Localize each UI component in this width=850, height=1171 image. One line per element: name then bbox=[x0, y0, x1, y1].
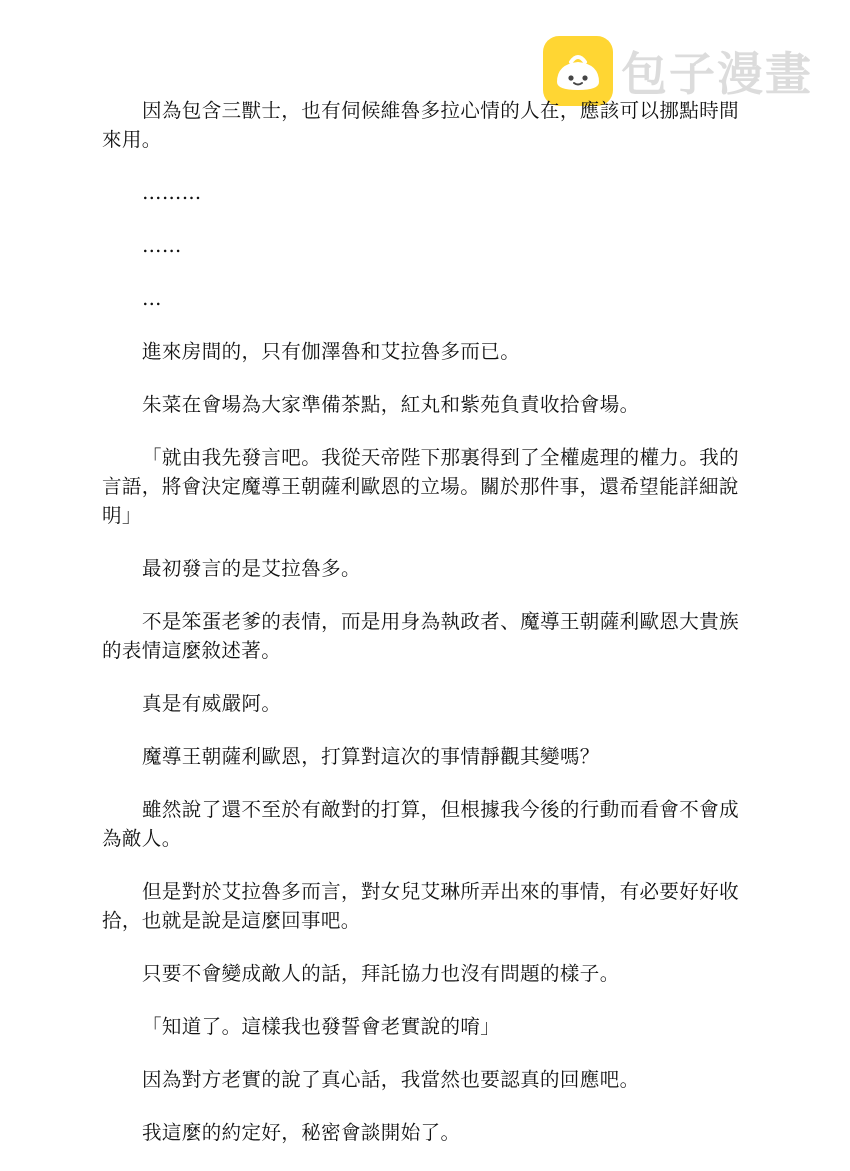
paragraph: … bbox=[142, 287, 162, 310]
paragraph: 最初發言的是艾拉魯多。 bbox=[142, 557, 361, 580]
paragraph: ……… bbox=[142, 181, 202, 204]
paragraph: 我這麼的約定好，秘密會談開始了。 bbox=[142, 1121, 461, 1144]
paragraph: 真是有威嚴阿。 bbox=[142, 692, 282, 715]
paragraph: …… bbox=[142, 234, 182, 257]
paragraph: 魔導王朝薩利歐恩，打算對這次的事情靜觀其變嗎？ bbox=[142, 745, 600, 768]
paragraph: 雖然說了還不至於有敵對的打算，但根據我今後的行動而看會不會成為敵人。 bbox=[102, 798, 740, 850]
watermark-text: 包子漫畫 bbox=[621, 47, 813, 101]
paragraph: 朱菜在會場為大家準備茶點，紅丸和紫苑負責收拾會場。 bbox=[142, 393, 640, 416]
paragraph: 進來房間的，只有伽澤魯和艾拉魯多而已。 bbox=[142, 340, 521, 363]
paragraph: 因為對方老實的說了真心話，我當然也要認真的回應吧。 bbox=[142, 1068, 640, 1091]
paragraph: 但是對於艾拉魯多而言，對女兒艾琳所弄出來的事情，有必要好好收拾，也就是說是這麼回事吧。 bbox=[102, 880, 740, 932]
paragraph: 「就由我先發言吧。我從天帝陛下那裏得到了全權處理的權力。我的言語，將會決定魔導王朝薩利歐恩的立場。關於那件事，還希望能詳細說明」 bbox=[102, 446, 740, 527]
paragraph: 因為包含三獸士，也有伺候維魯多拉心情的人在，應該可以挪點時間來用。 bbox=[102, 99, 740, 151]
text-body bbox=[102, 96, 747, 1171]
paragraph: 只要不會變成敵人的話，拜託協力也沒有問題的樣子。 bbox=[142, 962, 620, 985]
paragraph: 「知道了。這樣我也發誓會老實說的唷」 bbox=[142, 1015, 501, 1038]
paragraph: 不是笨蛋老爹的表情，而是用身為執政者、魔導王朝薩利歐恩大貴族的表情這麼敘述著。 bbox=[102, 610, 740, 662]
